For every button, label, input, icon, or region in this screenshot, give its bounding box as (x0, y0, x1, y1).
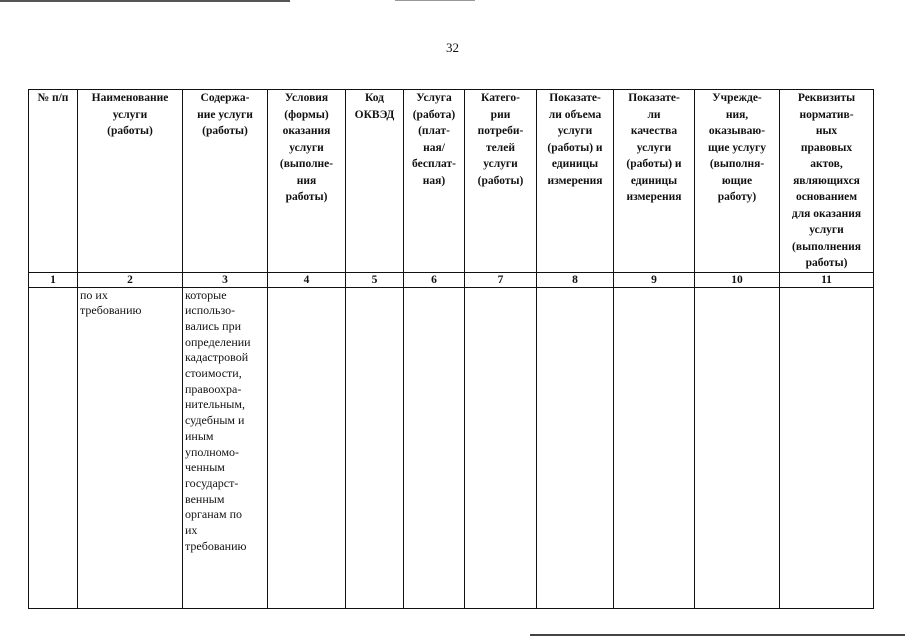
page-number: 32 (446, 40, 459, 55)
header-cell-volume-indicators: Показате- ли объема услуги (работы) и единицы измерения (537, 90, 614, 273)
table-cell (29, 287, 78, 608)
header-cell-consumer-categories: Катего- рии потреби- телей услуги (работы) (465, 90, 537, 273)
header-cell-legal-acts: Реквизиты норматив- ных правовых актов, являющихся основанием для оказания услуги (выполнения работы) (780, 90, 874, 273)
services-table (28, 89, 874, 609)
column-number-cell: 8 (537, 272, 614, 287)
column-number-cell: 4 (268, 272, 346, 287)
table-cell (614, 287, 695, 608)
column-number-row (29, 272, 874, 287)
table-cell (780, 287, 874, 608)
table-cell (695, 287, 780, 608)
column-number-cell: 5 (346, 272, 404, 287)
table-cell: по их требованию (78, 287, 183, 608)
column-number-cell: 9 (614, 272, 695, 287)
header-row (29, 90, 874, 273)
header-cell-institutions: Учрежде- ния, оказываю- щие услугу (выполня- ющие работу) (695, 90, 780, 273)
column-number-cell: 3 (183, 272, 268, 287)
scan-artifact-top-line (0, 0, 290, 2)
column-number-cell: 10 (695, 272, 780, 287)
header-cell-conditions: Условия (формы) оказания услуги (выполне- ния работы) (268, 90, 346, 273)
scan-artifact-bottom-line (530, 634, 905, 636)
table-cell (537, 287, 614, 608)
header-cell-paid-free: Услуга (работа) (плат- ная/ бесплат- ная) (404, 90, 465, 273)
header-cell-service-content: Содержа- ние услуги (работы) (183, 90, 268, 273)
table-cell (404, 287, 465, 608)
column-number-cell: 1 (29, 272, 78, 287)
table-cell (268, 287, 346, 608)
header-cell-quality-indicators: Показате- ли качества услуги (работы) и единицы измерения (614, 90, 695, 273)
column-number-cell: 11 (780, 272, 874, 287)
table-cell (465, 287, 537, 608)
table-row (29, 287, 874, 608)
header-cell-service-name: Наименование услуги (работы) (78, 90, 183, 273)
header-cell-okved-code: Код ОКВЭД (346, 90, 404, 273)
header-cell-number: № п/п (29, 90, 78, 273)
table-cell (346, 287, 404, 608)
table-cell: которые использо- вались при определении кадастровой стоимости, правоохра- нительным, судебным и иным уполномо- ченным государст- венным органам по их требованию (183, 287, 268, 608)
column-number-cell: 2 (78, 272, 183, 287)
column-number-cell: 6 (404, 272, 465, 287)
scan-artifact-top-line-2 (395, 0, 475, 1)
column-number-cell: 7 (465, 272, 537, 287)
